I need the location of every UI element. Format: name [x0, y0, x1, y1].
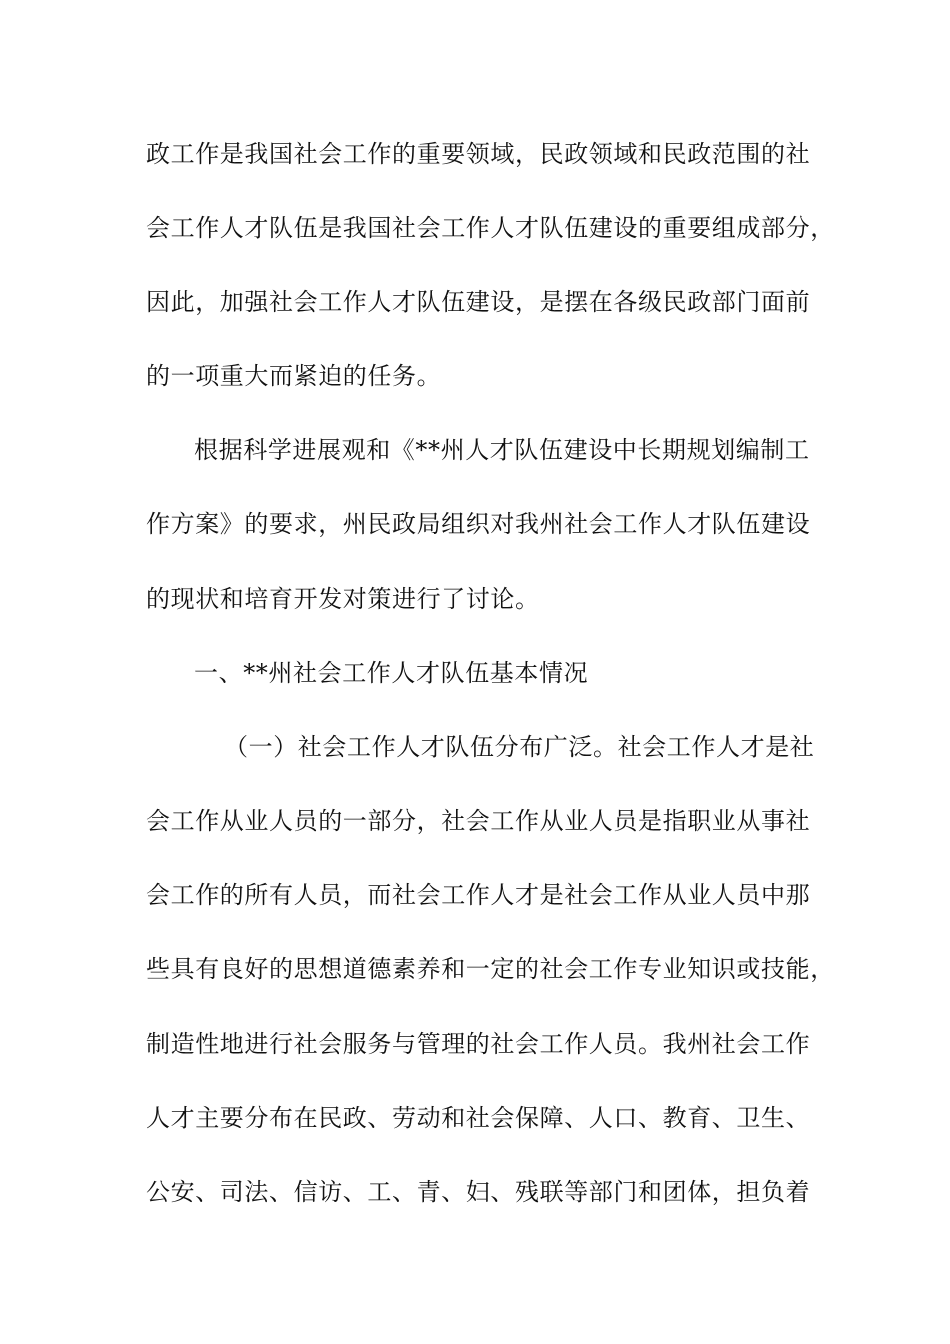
paragraph-line: 人才主要分布在民政、劳动和社会保障、人口、教育、卫生、	[146, 1104, 811, 1132]
paragraph-line: （一）社会工作人才队伍分布广泛。社会工作人才是社	[224, 733, 815, 761]
paragraph-line: 政工作是我国社会工作的重要领域，民政领域和民政范围的社	[146, 140, 811, 168]
paragraph-line: 作方案》的要求，州民政局组织对我州社会工作人才队伍建设	[146, 510, 811, 538]
paragraph-line: 的现状和培育开发对策进行了讨论。	[146, 585, 540, 613]
paragraph-line: 根据科学进展观和《**州人才队伍建设中长期规划编制工	[194, 436, 810, 464]
paragraph-line: 些具有良好的思想道德素养和一定的社会工作专业知识或技能，	[146, 955, 835, 983]
section-heading: 一、**州社会工作人才队伍基本情况	[194, 659, 589, 687]
paragraph-line: 的一项重大而紧迫的任务。	[146, 362, 442, 390]
paragraph-line: 会工作从业人员的一部分，社会工作从业人员是指职业从事社	[146, 807, 811, 835]
paragraph-line: 公安、司法、信访、工、青、妇、残联等部门和团体，担负着	[146, 1178, 811, 1206]
paragraph-line: 会工作人才队伍是我国社会工作人才队伍建设的重要组成部分，	[146, 214, 835, 242]
paragraph-line: 会工作的所有人员，而社会工作人才是社会工作从业人员中那	[146, 881, 811, 909]
paragraph-line: 因此，加强社会工作人才队伍建设，是摆在各级民政部门面前	[146, 288, 811, 316]
paragraph-line: 制造性地进行社会服务与管理的社会工作人员。我州社会工作	[146, 1030, 811, 1058]
